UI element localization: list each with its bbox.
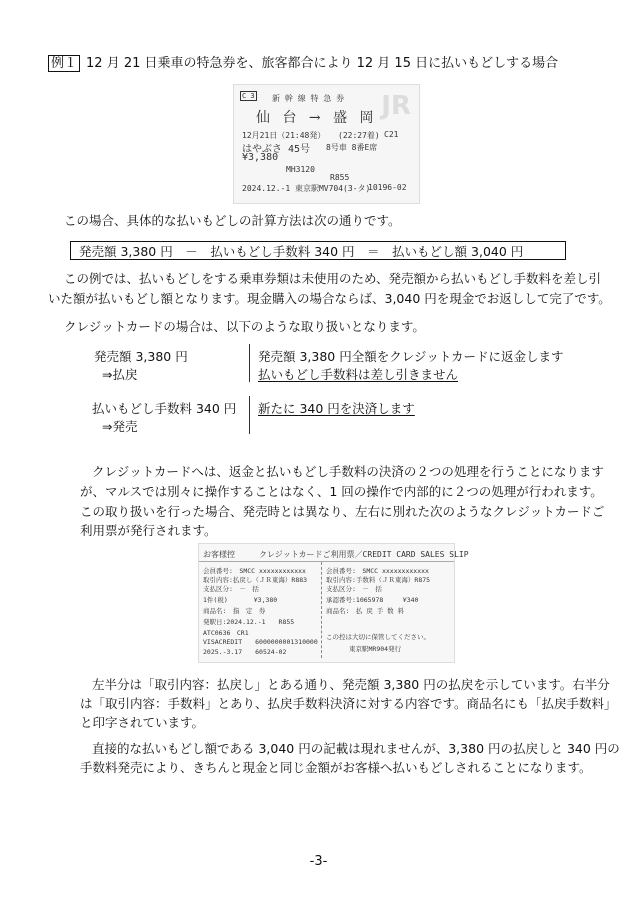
slip-r3: 支払区分: － 括 xyxy=(326,585,382,593)
slip-l4: 1件(税) ¥3,380 xyxy=(203,596,278,604)
page-number: -3- xyxy=(309,854,328,869)
paragraph3-line1: 左半分は「取引内容：払戻し」とある通り、発売額 3,380 円の払戻を示しています。右半分 xyxy=(92,677,610,692)
paragraph1-line2: いた額が払いもどし額となります。現金購入の場合ならば、3,040 円を現金でお返しして完了です。 xyxy=(48,291,611,306)
row2-right-line1: 新たに 340 円を決済します xyxy=(258,401,415,416)
ticket-arrival: (22:27着) xyxy=(338,131,380,140)
paragraph2-line1: クレジットカードへは、返金と払いもどし手数料の決済の２つの処理を行うことになります xyxy=(92,464,604,479)
intro-text: この場合、具体的な払いもどしの計算方法は次の通りです。 xyxy=(64,213,401,228)
paragraph2-line2: が、マルスでは別々に操作することはなく、1 回の操作で内部的に２つの処理が行われます。 xyxy=(80,484,603,499)
paragraph2-line3: この取り扱いを行った場合、発売時とは異なり、左右に別れた次のようなクレジットカードご xyxy=(80,504,605,519)
ticket-badge: C 3 xyxy=(242,92,255,100)
example-heading xyxy=(48,52,558,71)
paragraph3-line3: と印字されています。 xyxy=(80,715,205,730)
slip-left-title: お客様控 xyxy=(203,550,235,559)
row2-left-amount: 払いもどし手数料 340 円 xyxy=(92,401,237,416)
slip-r1: 会員番号: SMCC xxxxxxxxxxxx xyxy=(326,567,429,575)
ticket-train: はやぶさ 45号 xyxy=(242,144,311,155)
ticket-issue: 2024.12.-1 東京駅MV704(3-タ) xyxy=(242,184,371,193)
ticket-code: C21 xyxy=(384,130,399,139)
slip-l7: ATC0636 CR1 xyxy=(203,629,249,637)
ticket-watermark: JR xyxy=(381,91,411,121)
paragraph2-line4: 利用票が発行されます。 xyxy=(80,523,217,538)
paragraph4-line1: 直接的な払いもどし額である 3,040 円の記載は現れませんが、3,380 円の払戻しと 340 円の xyxy=(92,741,620,756)
ticket-id: MH3120 xyxy=(286,165,315,174)
slip-r5: 商品名: 払 戻 手 数 料 xyxy=(326,607,405,615)
ticket-r: R855 xyxy=(330,173,350,182)
slip-r7: 東京駅MR904発行 xyxy=(349,645,402,653)
example-label: 例１ xyxy=(48,55,80,72)
ticket-type: 新 幹 線 特 急 券 xyxy=(272,94,345,103)
slip-l1: 会員番号: SMCC xxxxxxxxxxxx xyxy=(203,567,306,575)
slip-r2: 取引内容:手数料（ＪＲ東海）R875 xyxy=(326,576,431,584)
row2-left-action: ⇒発売 xyxy=(102,419,138,434)
slip-r6: この控は大切に保管してください。 xyxy=(326,633,430,641)
paragraph3-line2: は「取引内容：手数料」とあり、払戻手数料決済に対する内容です。商品名にも「払戻手数料」 xyxy=(80,696,617,711)
credit-slip-image xyxy=(198,543,469,663)
slip-l6: 発駅日:2024.12.-1 R855 xyxy=(203,618,295,626)
row1-left-action: ⇒払戻 xyxy=(102,367,138,382)
slip-l2: 取引内容:払戻し（ＪＲ東海）R883 xyxy=(203,576,308,584)
slip-header: クレジットカードご利用票／CREDIT CARD SALES SLIP xyxy=(259,550,469,559)
slip-l9: 2025.-3.17 60524-02 xyxy=(203,648,287,656)
ticket-image xyxy=(233,84,420,204)
slip-l5: 商品名: 指 定 券 xyxy=(203,607,266,615)
slip-header-line xyxy=(199,561,454,562)
credit-intro: クレジットカードの場合は、以下のような取り扱いとなります。 xyxy=(64,319,425,334)
ticket-serial: 10196-02 xyxy=(368,183,407,192)
formula-box: 発売額 3,380 円 － 払いもどし手数料 340 円 ＝ 払いもどし額 3,040 円 xyxy=(70,241,566,260)
ticket-date-time: 12月21日（21:48発） xyxy=(242,131,326,140)
slip-separator xyxy=(321,562,323,658)
ticket-price: ¥3,380 xyxy=(242,152,279,163)
ticket-car-seat: 8号車 8番E席 xyxy=(326,143,378,152)
slip-r4: 承認番号:1065978 ¥340 xyxy=(326,596,419,604)
ticket-route: 仙 台 → 盛 岡 xyxy=(256,110,378,126)
row1-right-line1: 発売額 3,380 円全額をクレジットカードに返金します xyxy=(258,349,564,364)
table-divider xyxy=(249,344,250,382)
row1-right-line2: 払いもどし手数料は差し引きません xyxy=(258,367,459,382)
table-divider xyxy=(249,396,250,434)
slip-l3: 支払区分: － 括 xyxy=(203,585,259,593)
paragraph1-line1: この例では、払いもどしをする乗車券類は未使用のため、発売額から払いもどし手数料を差し引 xyxy=(64,271,602,286)
paragraph4-line2: 手数料発売により、きちんと現金と同じ金額がお客様へ払いもどしされることになります。 xyxy=(80,760,592,775)
example-heading-text: 12 月 21 日乗車の特急券を、旅客都合により 12 月 15 日に払いもどしする場合 xyxy=(86,56,559,71)
row1-left-amount: 発売額 3,380 円 xyxy=(94,349,188,364)
slip-l8: VISACREDIT 6000000001310000 xyxy=(203,638,318,646)
